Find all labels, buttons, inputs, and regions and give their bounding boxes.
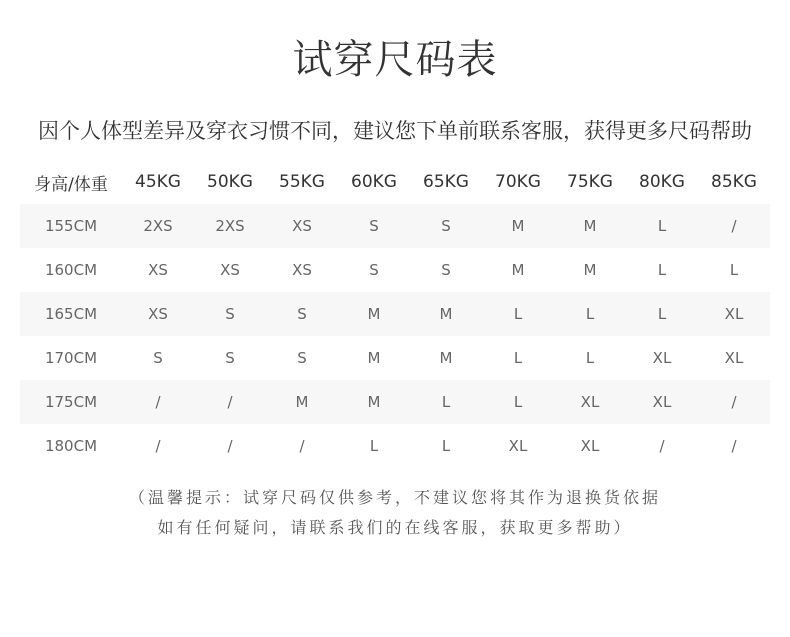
size-cell: 2XS [122,204,194,248]
size-cell: L [482,380,554,424]
size-cell: M [338,336,410,380]
size-cell: L [626,248,698,292]
size-cell: M [410,292,482,336]
size-cell: / [122,424,194,468]
size-cell: L [626,204,698,248]
size-cell: M [266,380,338,424]
size-cell: XS [266,204,338,248]
size-cell: XL [698,336,770,380]
size-cell: L [482,336,554,380]
table-row [20,204,770,248]
size-cell: S [338,248,410,292]
table-row [20,248,770,292]
size-cell: XS [266,248,338,292]
table-row [20,292,770,336]
size-cell: XL [626,336,698,380]
weight-header: 75KG [567,172,613,192]
tip-note-line-2: 如有任何疑问，请联系我们的在线客服，获取更多帮助） [157,518,633,537]
size-cell: / [266,424,338,468]
weight-header: 55KG [279,172,325,192]
size-cell: / [194,380,266,424]
size-cell: XS [194,248,266,292]
size-cell: XL [698,292,770,336]
size-cell: XS [122,248,194,292]
page-title: 试穿尺码表 [292,37,498,83]
table-row [20,380,770,424]
size-cell: XS [122,292,194,336]
weight-header: 80KG [639,172,685,192]
size-cell: L [338,424,410,468]
weight-header: 50KG [207,172,253,192]
height-cell: 180CM [20,424,122,468]
height-cell: 165CM [20,292,122,336]
size-cell: M [482,204,554,248]
size-cell: L [698,248,770,292]
size-cell: L [554,336,626,380]
size-cell: XL [626,380,698,424]
size-cell: XL [554,380,626,424]
weight-header: 70KG [495,172,541,192]
size-cell: / [194,424,266,468]
weight-header: 85KG [711,172,757,192]
weight-header: 65KG [423,172,469,192]
page-subtitle: 因个人体型差异及穿衣习惯不同，建议您下单前联系客服，获得更多尺码帮助 [38,119,752,143]
size-cell: L [554,292,626,336]
size-cell: XL [554,424,626,468]
size-cell: L [410,424,482,468]
corner-header: 身高/体重 [34,174,108,195]
size-cell: L [482,292,554,336]
height-cell: 175CM [20,380,122,424]
size-cell: / [122,380,194,424]
size-cell: M [410,336,482,380]
size-cell: S [266,336,338,380]
size-cell: L [626,292,698,336]
tip-note-line-1: （温馨提示：试穿尺码仅供参考，不建议您将其作为退换货依据 [128,488,661,507]
size-cell: 2XS [194,204,266,248]
size-cell: S [266,292,338,336]
height-cell: 155CM [20,204,122,248]
size-cell: M [338,380,410,424]
size-cell: / [698,424,770,468]
size-cell: S [410,204,482,248]
height-cell: 170CM [20,336,122,380]
size-cell: XL [482,424,554,468]
size-cell: / [698,204,770,248]
table-row [20,424,770,468]
size-cell: S [122,336,194,380]
size-cell: M [338,292,410,336]
size-cell: L [410,380,482,424]
size-chart-table [20,160,770,468]
size-cell: M [554,204,626,248]
height-cell: 160CM [20,248,122,292]
size-cell: M [554,248,626,292]
size-cell: M [482,248,554,292]
size-cell: S [194,292,266,336]
size-cell: / [626,424,698,468]
weight-header: 45KG [135,172,181,192]
size-cell: S [410,248,482,292]
size-cell: S [194,336,266,380]
size-cell: / [698,380,770,424]
table-row [20,336,770,380]
table-header-row [20,160,770,204]
weight-header: 60KG [351,172,397,192]
size-cell: S [338,204,410,248]
